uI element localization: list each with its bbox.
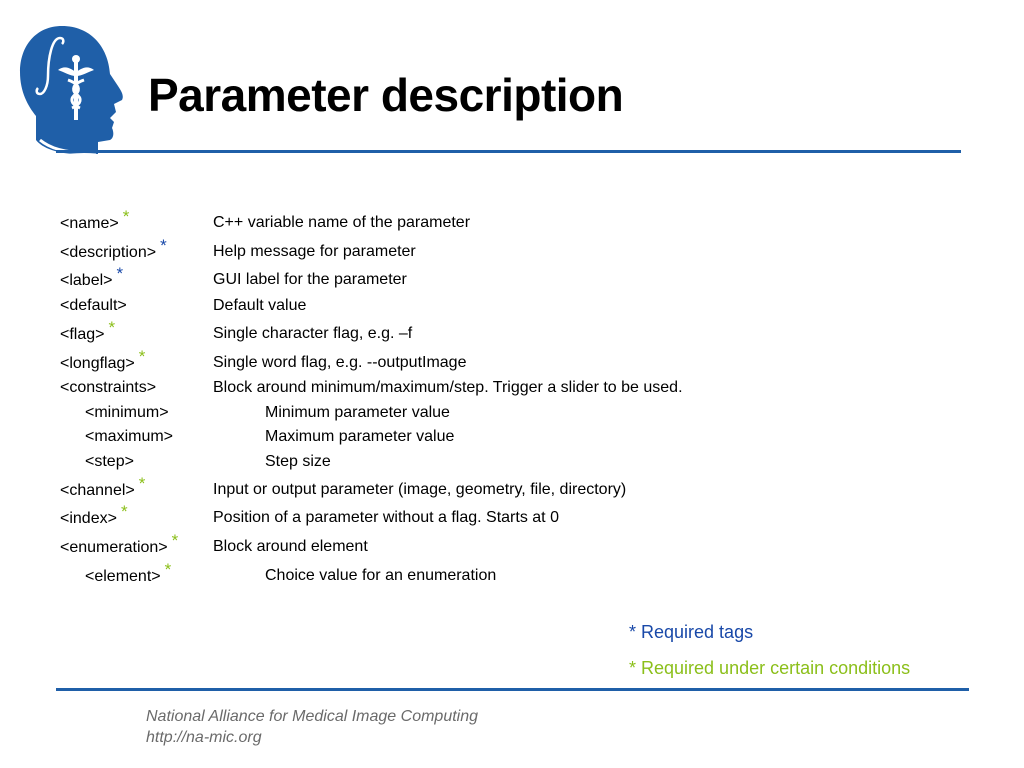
param-description: Default value <box>213 297 307 314</box>
param-description: Position of a parameter without a flag. Starts at 0 <box>213 509 559 526</box>
required-star-green: * <box>122 207 130 226</box>
param-tag: <label> * <box>60 264 124 289</box>
param-description: GUI label for the parameter <box>213 271 407 288</box>
param-tag: <maximum> <box>85 428 174 445</box>
param-tag: <default> <box>60 297 127 314</box>
footer <box>146 706 478 748</box>
param-tag: <step> <box>85 453 134 470</box>
param-tag: <name> * <box>60 207 130 232</box>
param-tag: <flag> * <box>60 318 116 343</box>
footer-org: National Alliance for Medical Image Computing <box>146 708 479 725</box>
param-tag: <constraints> <box>60 379 157 396</box>
required-star-blue: * <box>160 236 167 255</box>
param-tag: <element> * <box>85 560 172 585</box>
required-star-green: * <box>108 318 116 337</box>
param-description: Help message for parameter <box>213 243 416 260</box>
required-star-green: * <box>120 502 128 521</box>
param-description: Step size <box>265 453 331 470</box>
param-description: Minimum parameter value <box>265 404 450 421</box>
param-tag: <longflag> * <box>60 347 146 372</box>
param-tag: <minimum> <box>85 404 169 421</box>
param-tag: <description> * <box>60 236 167 261</box>
required-star-green: * <box>164 560 172 579</box>
param-description: Choice value for an enumeration <box>265 567 497 584</box>
required-star-green: * <box>138 347 146 366</box>
param-description: Maximum parameter value <box>265 428 455 445</box>
param-description: Block around minimum/maximum/step. Trigger a slider to be used. <box>213 379 683 396</box>
footer-url: http://na-mic.org <box>146 729 262 746</box>
footer-divider <box>56 688 969 691</box>
param-tag: <channel> * <box>60 474 146 499</box>
param-tag: <enumeration> * <box>60 531 179 556</box>
param-description: Block around element <box>213 538 368 555</box>
param-tag: <index> * <box>60 502 128 527</box>
param-description: Input or output parameter (image, geometry, file, directory) <box>213 481 627 498</box>
page-title: Parameter description <box>148 69 624 121</box>
param-description: Single word flag, e.g. --outputImage <box>213 354 467 371</box>
required-star-blue: * <box>116 264 124 283</box>
required-star-green: * <box>138 474 146 493</box>
param-description: C++ variable name of the parameter <box>213 214 471 231</box>
legend-required-tags: * Required tags <box>629 622 754 642</box>
param-description: Single character flag, e.g. –f <box>213 325 413 342</box>
required-star-green: * <box>171 531 179 550</box>
legend-conditional-tags: * Required under certain conditions <box>629 658 911 678</box>
